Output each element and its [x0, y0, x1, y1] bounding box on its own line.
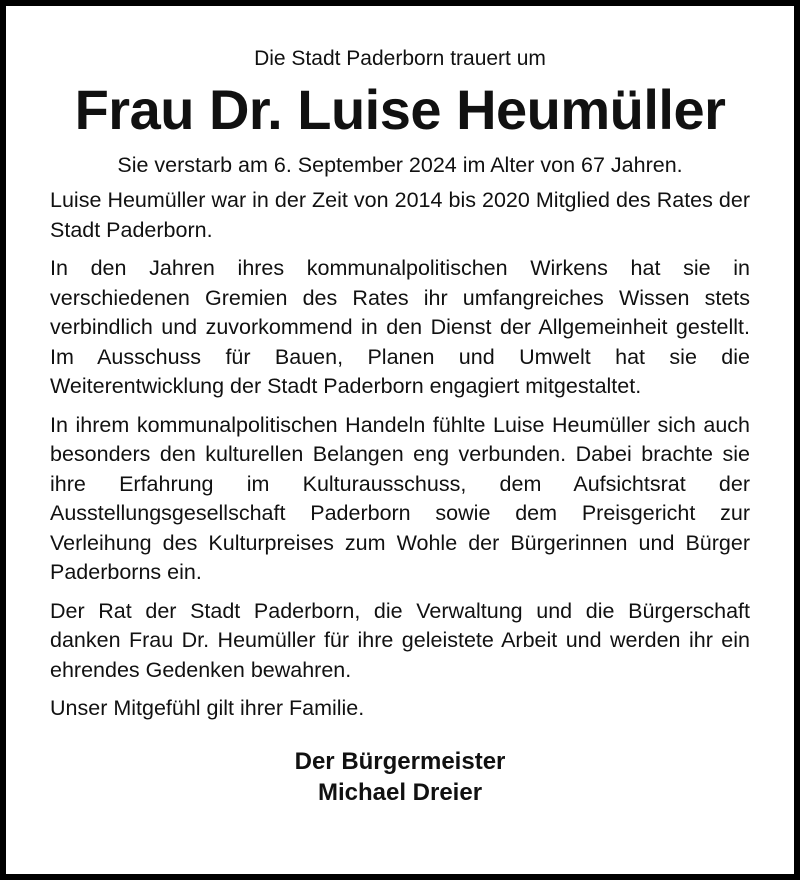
paragraph-membership: Luise Heumüller war in der Zeit von 2014 bis 2020 Mitglied des Rates der Stadt Paderborn. — [50, 188, 750, 242]
paragraph-condolences: Unser Mitgefühl gilt ihrer Familie. — [50, 696, 365, 720]
intro-line: Die Stadt Paderborn trauert um — [254, 47, 546, 70]
death-info: Sie verstarb am 6. September 2024 im Alter von 67 Jahren. — [117, 153, 683, 177]
deceased-name: Frau Dr. Luise Heumüller — [74, 78, 726, 141]
paragraph-culture: In ihrem kommunalpolitischen Handeln fühlte Luise Heumüller sich auch besonders den kulturellen Belangen eng verbunden. Dabei brachte sie ihre Erfahrung im Kulturausschuss, dem Aufsichtsrat der Ausstellungsgesellschaft Paderborn sowie dem Preisgericht zur Verleihung des Kulturpreises zum Wohle der Bürgerinnen und Bürger Paderborns ein. — [50, 412, 750, 584]
signature-block — [50, 746, 750, 808]
paragraph-committees: In den Jahren ihres kommunalpolitischen Wirkens hat sie in verschiedenen Gremien des Rates ihr umfangreiches Wissen stets verbindlich und zuvorkommend in den Dienst der Allgemeinheit gestellt. Im Ausschuss für Bauen, Planen und Umwelt hat sie die Weiterentwicklung der Stadt Paderborn engagiert mitgestaltet. — [50, 256, 750, 398]
signature-title: Der Bürgermeister — [294, 747, 506, 775]
signature-name: Michael Dreier — [317, 778, 483, 806]
paragraph-thanks: Der Rat der Stadt Paderborn, die Verwaltung und die Bürgerschaft danken Frau Dr. Heumüller für ihre geleistete Arbeit und werden ihr ein ehrendes Gedenken bewahren. — [50, 598, 750, 682]
